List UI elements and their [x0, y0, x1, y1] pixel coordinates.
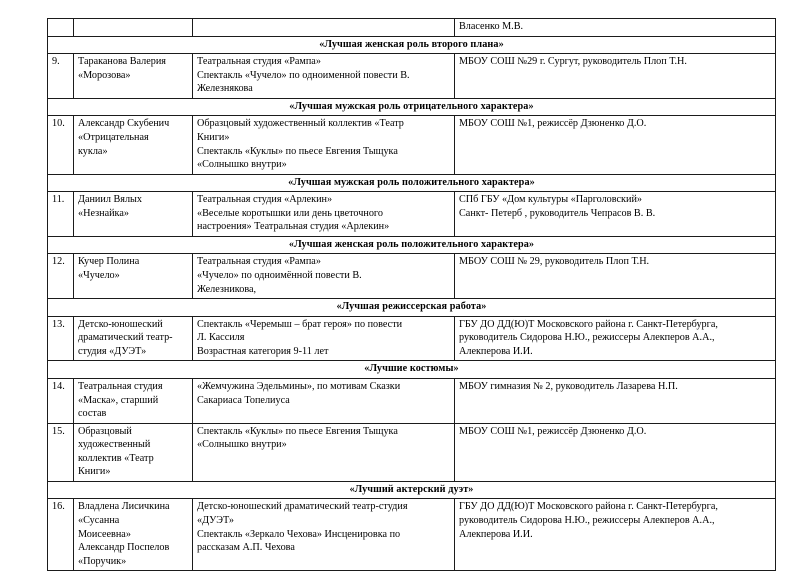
organization-cell: [455, 499, 776, 571]
cell-line: Александр Поспелов: [78, 542, 170, 554]
cell-line: Спектакль «Зеркало Чехова» Инсценировка по: [197, 528, 401, 540]
performance-cell: [193, 423, 455, 481]
cell-line: Власенко М.В.: [459, 21, 524, 32]
section-header-row: [48, 174, 776, 192]
table-row: [48, 499, 776, 571]
section-title: «Лучшая мужская роль отрицательного характера»: [48, 98, 776, 116]
cell-line: «Чучело»: [78, 270, 120, 281]
row-number-cell: 12.: [48, 254, 74, 299]
section-header-row: [48, 299, 776, 317]
cell-line: Тараканова Валерия: [78, 56, 166, 68]
participant-name-cell: [74, 116, 193, 174]
performance-cell: [193, 499, 455, 571]
cell-line: Алекперова И.И.: [459, 345, 533, 357]
cell-line: «Маска», старший: [78, 394, 159, 406]
performance-cell: [193, 192, 455, 237]
cell-line: состав: [78, 408, 107, 420]
cell-line: Л. Кассиля: [197, 332, 245, 344]
cell-line: «Отрицательная: [78, 131, 149, 143]
cell-line: Спектакль «Чучело» по одноименной повести В.: [197, 69, 410, 81]
table-row: [48, 116, 776, 174]
cell-line: МБОУ СОШ №29 г. Сургут, руководитель Плоп Т.Н.: [459, 56, 687, 68]
cell-line: МБОУ СОШ №1, режиссёр Дзюненко Д.О.: [459, 118, 647, 130]
performance-cell: [193, 19, 455, 37]
cell-line: драматический театр-: [78, 332, 173, 344]
table-row: [48, 19, 776, 37]
cell-line: «Чучело» по одноимённой повести В.: [197, 270, 362, 281]
cell-line: Театральная студия «Арлекин»: [197, 194, 333, 206]
table-row: [48, 54, 776, 99]
section-header-row: [48, 98, 776, 116]
cell-line: Железникова,: [197, 283, 257, 295]
performance-cell: [193, 254, 455, 299]
cell-line: Кучер Полина: [78, 256, 140, 268]
table-body: [48, 19, 776, 571]
cell-line: Театральная студия «Рампа»: [197, 256, 321, 268]
performance-cell: [193, 54, 455, 99]
organization-cell: [455, 54, 776, 99]
table-row: [48, 378, 776, 423]
table-row: [48, 423, 776, 481]
cell-line: МБОУ СОШ № 29, руководитель Плоп Т.Н.: [459, 256, 650, 268]
cell-line: Возрастная категория 9-11 лет: [197, 345, 329, 357]
cell-line: настроения» Театральная студия «Арлекин»: [197, 221, 390, 233]
cell-line: Железнякова: [197, 83, 253, 95]
participant-name-cell: [74, 499, 193, 571]
row-number-cell: 11.: [48, 192, 74, 237]
cell-line: Театральная студия «Рампа»: [197, 56, 321, 68]
cell-line: художественный: [78, 439, 151, 451]
organization-cell: [455, 192, 776, 237]
cell-line: Владлена Лисичкина: [78, 501, 170, 513]
cell-line: «Жемчужина Эдельмины», по мотивам Сказки: [197, 380, 401, 392]
cell-line: МБОУ гимназия № 2, руководитель Лазарева Н.П.: [459, 380, 678, 392]
participant-name-cell: [74, 254, 193, 299]
cell-line: Детско-юношеский драматический театр-студия: [197, 501, 408, 513]
row-number-cell: 16.: [48, 499, 74, 571]
cell-line: «Веселые коротышки или день цветочного: [197, 207, 383, 219]
cell-line: Спектакль «Куклы» по пьесе Евгения Тыщука: [197, 145, 398, 157]
cell-line: Спектакль «Черемыш – брат героя» по повести: [197, 318, 403, 330]
cell-line: Санкт- Петерб , руководитель Чепрасов В. В.: [459, 207, 656, 219]
cell-line: «Солнышко внутри»: [197, 159, 287, 171]
cell-line: МБОУ СОШ №1, режиссёр Дзюненко Д.О.: [459, 425, 647, 437]
section-title: «Лучшая мужская роль положительного характера»: [48, 174, 776, 192]
cell-line: руководитель Сидорова Н.Ю., режиссеры Алекперов А.А.,: [459, 515, 715, 526]
row-number-cell: 10.: [48, 116, 74, 174]
row-number-cell: [48, 19, 74, 37]
cell-line: Книги»: [78, 466, 111, 478]
row-number-cell: 13.: [48, 316, 74, 361]
cell-line: Книги»: [197, 131, 230, 143]
participant-name-cell: [74, 19, 193, 37]
section-header-row: [48, 36, 776, 54]
cell-line: Алекперова И.И.: [459, 528, 533, 540]
section-header-row: [48, 236, 776, 254]
organization-cell: [455, 254, 776, 299]
participant-name-cell: [74, 378, 193, 423]
cell-line: «Солнышко внутри»: [197, 439, 287, 451]
section-header-row: [48, 361, 776, 379]
cell-line: Даниил Вялых: [78, 194, 142, 206]
cell-line: «Сусанна: [78, 515, 120, 526]
cell-line: Детско-юношеский: [78, 318, 163, 330]
cell-line: коллектив «Театр: [78, 452, 154, 464]
organization-cell: [455, 19, 776, 37]
participant-name-cell: [74, 54, 193, 99]
cell-line: «ДУЭТ»: [197, 515, 235, 526]
participant-name-cell: [74, 423, 193, 481]
cell-line: «Поручик»: [78, 555, 127, 567]
section-title: «Лучшая женская роль второго плана»: [48, 36, 776, 54]
table-row: [48, 316, 776, 361]
cell-line: Образцовый художественный коллектив «Театр: [197, 118, 404, 130]
performance-cell: [193, 116, 455, 174]
table-row: [48, 254, 776, 299]
award-nominations-table: [47, 18, 776, 571]
organization-cell: [455, 423, 776, 481]
cell-line: Театральная студия: [78, 380, 163, 392]
table-row: [48, 192, 776, 237]
row-number-cell: 14.: [48, 378, 74, 423]
participant-name-cell: [74, 316, 193, 361]
cell-line: ГБУ ДО ДД(Ю)Т Московского района г. Санкт-Петербурга,: [459, 318, 718, 330]
row-number-cell: 15.: [48, 423, 74, 481]
section-header-row: [48, 481, 776, 499]
cell-line: СПб ГБУ «Дом культуры «Парголовский»: [459, 194, 642, 206]
cell-line: кукла»: [78, 145, 108, 157]
participant-name-cell: [74, 192, 193, 237]
cell-line: «Морозова»: [78, 69, 131, 81]
section-title: «Лучшая женская роль положительного характера»: [48, 236, 776, 254]
section-title: «Лучшие костюмы»: [48, 361, 776, 379]
cell-line: Моисеевна»: [78, 528, 131, 540]
organization-cell: [455, 378, 776, 423]
cell-line: Александр Скубенич: [78, 118, 170, 130]
organization-cell: [455, 316, 776, 361]
cell-line: Спектакль «Куклы» по пьесе Евгения Тыщука: [197, 425, 398, 437]
cell-line: рассказам А.П. Чехова: [197, 542, 295, 554]
performance-cell: [193, 316, 455, 361]
cell-line: ГБУ ДО ДД(Ю)Т Московского района г. Санкт-Петербурга,: [459, 501, 718, 513]
section-title: «Лучший актерский дуэт»: [48, 481, 776, 499]
performance-cell: [193, 378, 455, 423]
row-number-cell: 9.: [48, 54, 74, 99]
cell-line: Сакариаса Топелиуса: [197, 394, 290, 406]
organization-cell: [455, 116, 776, 174]
cell-line: руководитель Сидорова Н.Ю., режиссеры Алекперов А.А.,: [459, 332, 715, 344]
cell-line: «Незнайка»: [78, 207, 129, 219]
cell-line: студия «ДУЭТ»: [78, 345, 147, 357]
section-title: «Лучшая режиссерская работа»: [48, 299, 776, 317]
cell-line: Образцовый: [78, 425, 132, 437]
